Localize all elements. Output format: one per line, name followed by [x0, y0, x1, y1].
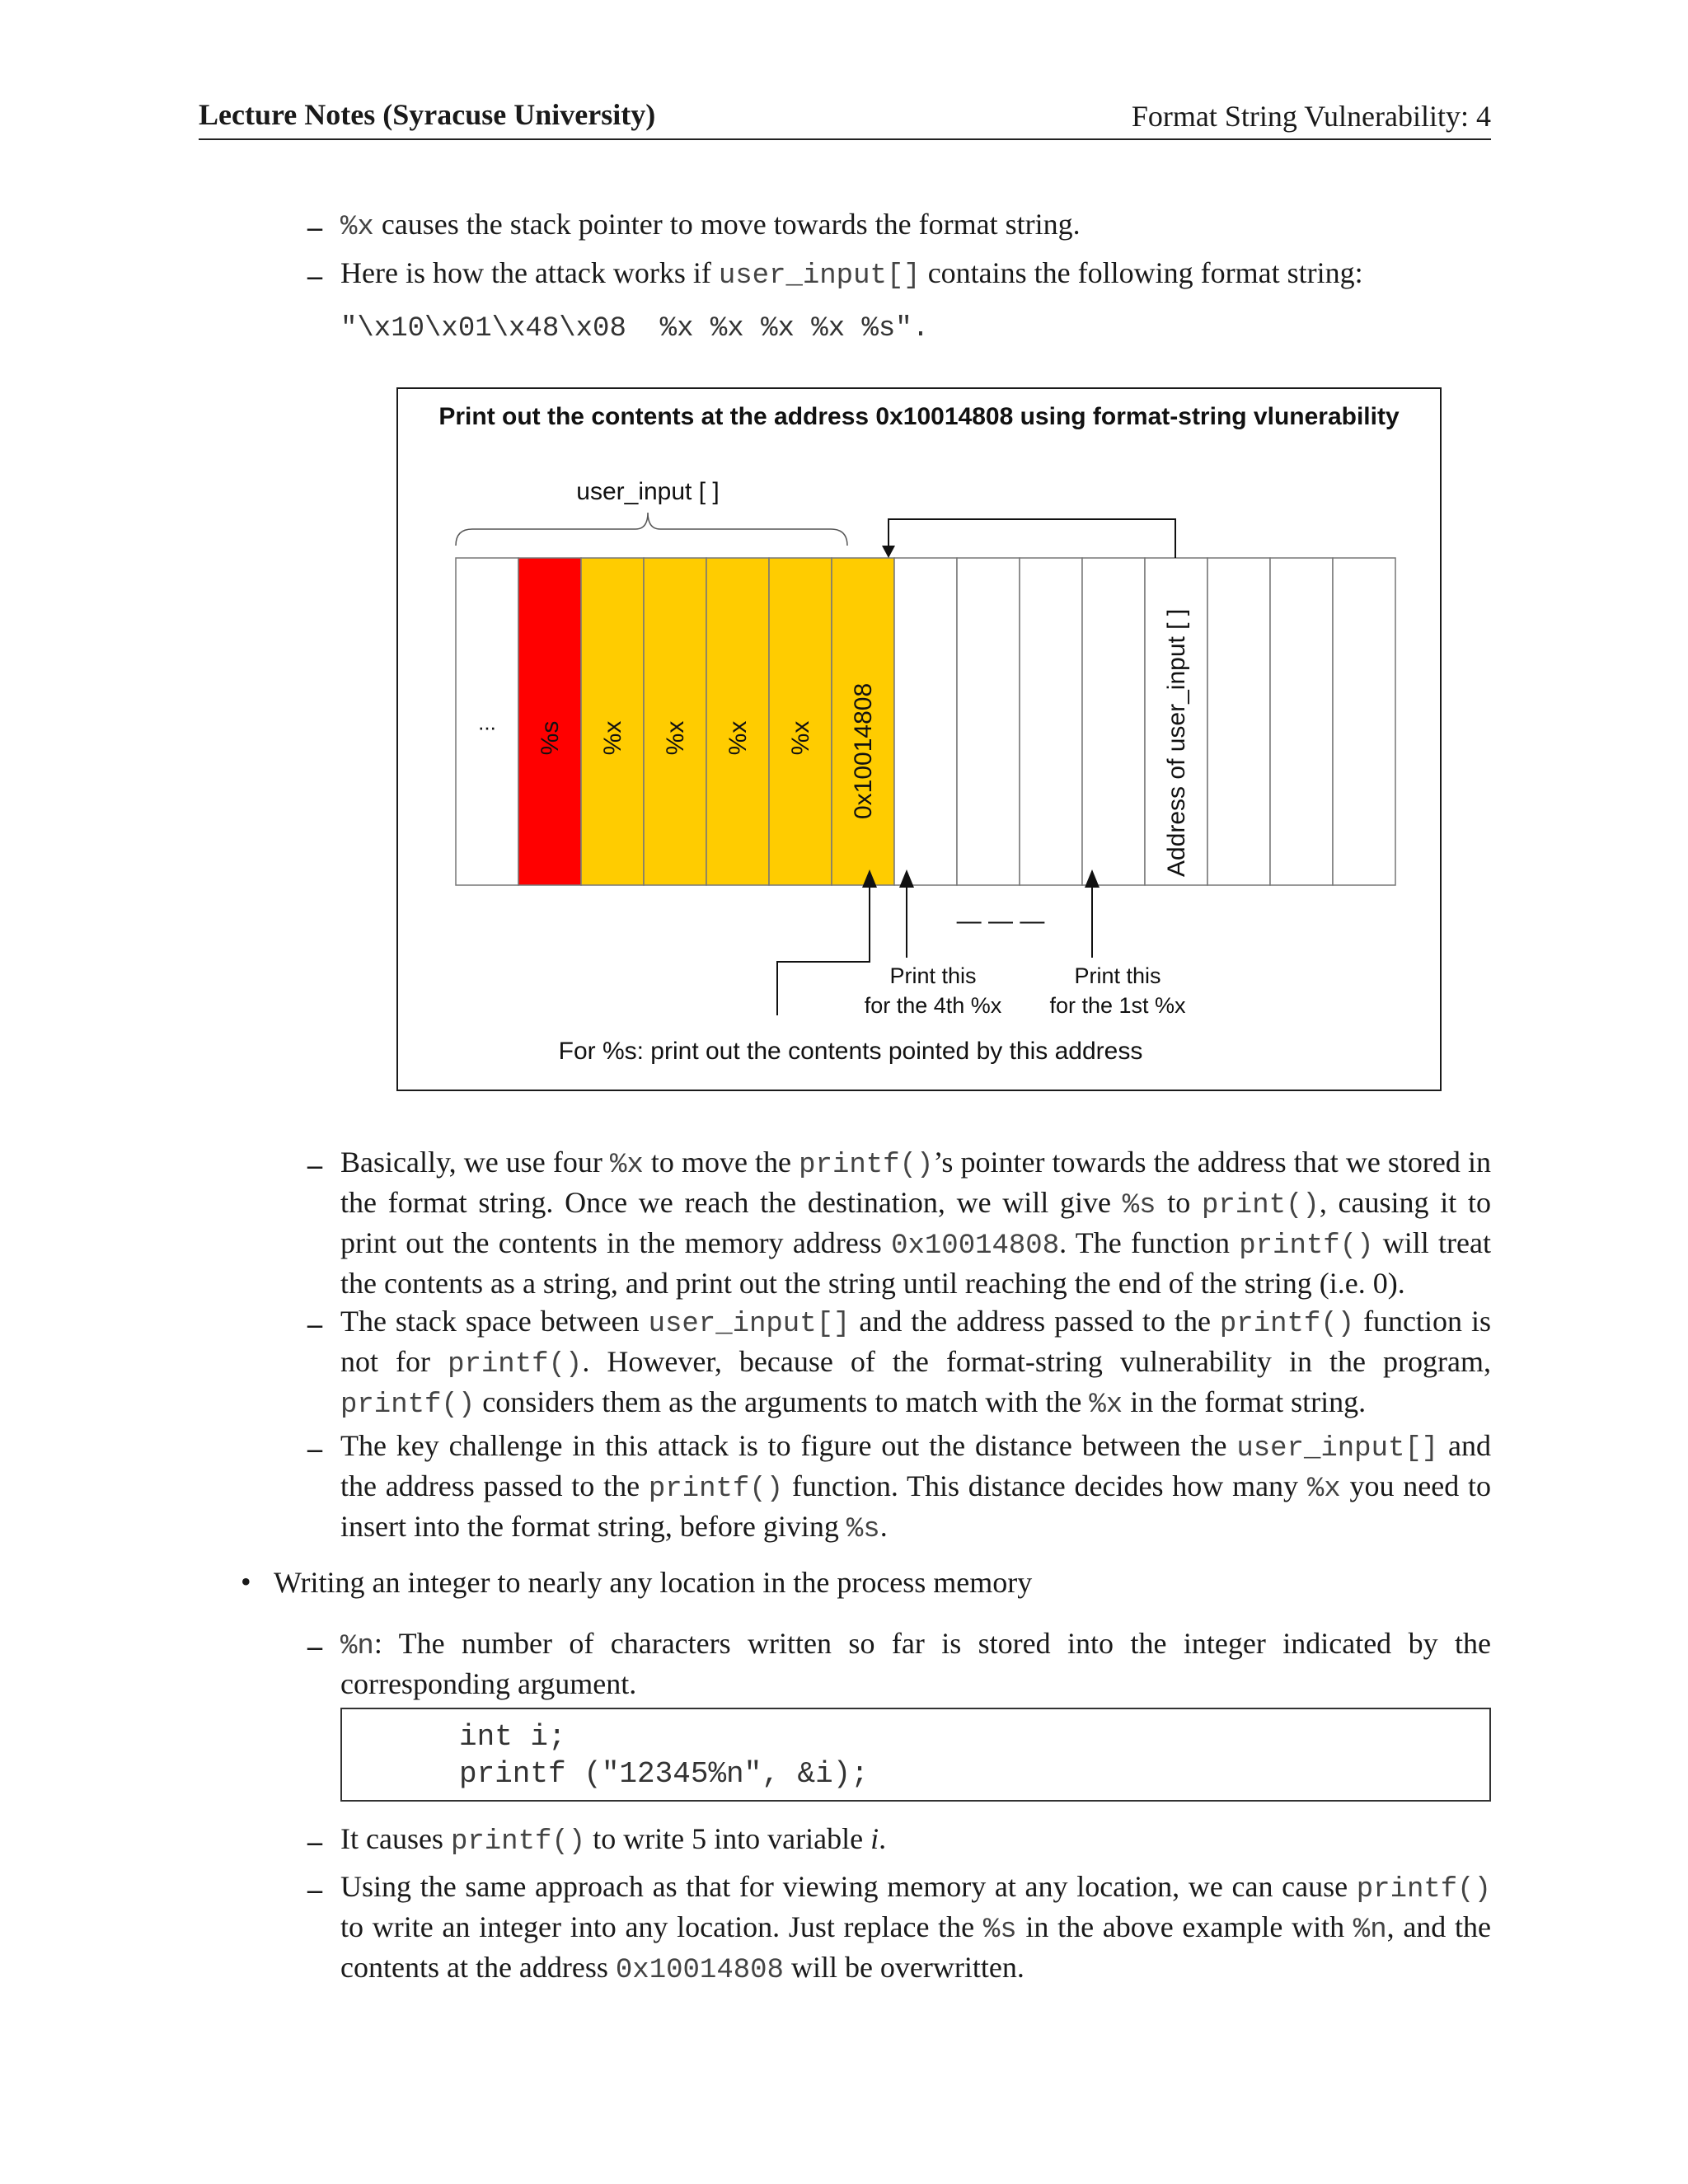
- brace-label: user_input [ ]: [576, 478, 720, 505]
- dash-marker: –: [307, 259, 322, 292]
- bullet-item-write: Writing an integer to nearly any location in the process memory: [274, 1566, 1033, 1599]
- stack-cell: [894, 558, 957, 885]
- write-item-2: It causes printf() to write 5 into variable i.: [340, 1822, 887, 1858]
- stack-cell: [1333, 558, 1395, 885]
- stack-cell: [1020, 558, 1082, 885]
- label-1st-line2: for the 1st %x: [1049, 993, 1186, 1018]
- dash-marker: –: [307, 1825, 322, 1858]
- stack-cell-label: %x: [724, 720, 752, 756]
- stack-diagram: [396, 387, 1442, 1091]
- write-item-1: %n: The number of characters written so far is stored into the integer indicated by the corresponding argument.: [340, 1627, 1491, 1700]
- stack-cells: [456, 558, 1395, 885]
- dash-marker: –: [307, 1432, 322, 1465]
- header-page-info: Format String Vulnerability: 4: [1131, 100, 1491, 133]
- intro-item-1: %x causes the stack pointer to move towards the format string.: [340, 208, 1081, 243]
- figure-title: Print out the contents at the address 0x10014808 using format-string vlunerability: [438, 403, 1400, 430]
- dash-marker: –: [307, 1872, 322, 1905]
- stack-cell-label: %s: [537, 720, 564, 756]
- stack-cell: [1270, 558, 1333, 885]
- explain-item-3: The key challenge in this attack is to figure out the distance between the user_input[] and the address passed to the printf() function. This distance decides how many %x you need to insert into the format string, before giving %s.: [340, 1429, 1492, 1545]
- stack-cell-label: ...: [478, 710, 496, 735]
- stack-cell-label: %x: [599, 720, 626, 756]
- dash-marker: –: [307, 1307, 322, 1340]
- dash-marker: –: [307, 210, 322, 243]
- intro-item-2: Here is how the attack works if user_input[] contains the following format string:: [340, 256, 1363, 292]
- stack-cell-label: Address of user_input [ ]: [1163, 608, 1190, 877]
- dash-marker: –: [307, 1629, 322, 1662]
- s-pointer-line: [777, 888, 870, 1015]
- stack-cell-label: %x: [662, 720, 689, 756]
- bullet-marker: •: [241, 1565, 251, 1598]
- label-4th-line1: Print this: [889, 963, 977, 988]
- format-string-example: "\x10\x01\x48\x08 %x %x %x %x %s".: [340, 313, 930, 344]
- label-4th-line2: for the 4th %x: [864, 993, 1002, 1018]
- s-pointer-label: For %s: print out the contents pointed by this address: [558, 1038, 1143, 1065]
- stack-cell-label: 0x10014808: [850, 682, 877, 819]
- pointer-connector: [889, 519, 1175, 558]
- stack-diagram-svg: [398, 389, 1440, 1090]
- user-input-brace: [456, 513, 847, 546]
- stack-cell: [1207, 558, 1270, 885]
- header-title: Lecture Notes (Syracuse University): [199, 98, 656, 131]
- explain-item-2: The stack space between user_input[] and the address passed to the printf() function is not for printf(). However, because of the format-string vulnerability in the program, printf() considers them as the arguments to match with the %x in the format string.: [340, 1305, 1491, 1421]
- stack-cell-label: %x: [787, 720, 814, 756]
- code-example: [340, 1708, 1491, 1802]
- label-1st-line1: Print this: [1074, 963, 1161, 988]
- code-line-2: printf ("12345%n", &i);: [459, 1757, 869, 1791]
- stack-cell: [957, 558, 1020, 885]
- dash-marker: –: [307, 1148, 322, 1181]
- code-line-1: int i;: [459, 1720, 566, 1754]
- stack-cell: [1082, 558, 1145, 885]
- pointer-arrowhead: [882, 546, 895, 558]
- explain-item-1: Basically, we use four %x to move the printf()’s pointer towards the address that we stored in the format string. Once we reach the destination, we will give %s to print(), causing it to print out the contents in the memory address 0x10014808. The function printf() will treat the contents as a string, and print out the string until reaching the end of the string (i.e. 0).: [340, 1146, 1491, 1300]
- page-header: [199, 97, 1491, 140]
- ellipsis-dashes: — — —: [956, 907, 1045, 935]
- write-item-3: Using the same approach as that for viewing memory at any location, we can cause printf() to write an integer into any location. Just replace the %s in the above example with %n, and the contents at the address 0x10014808 will be overwritten.: [340, 1870, 1491, 1986]
